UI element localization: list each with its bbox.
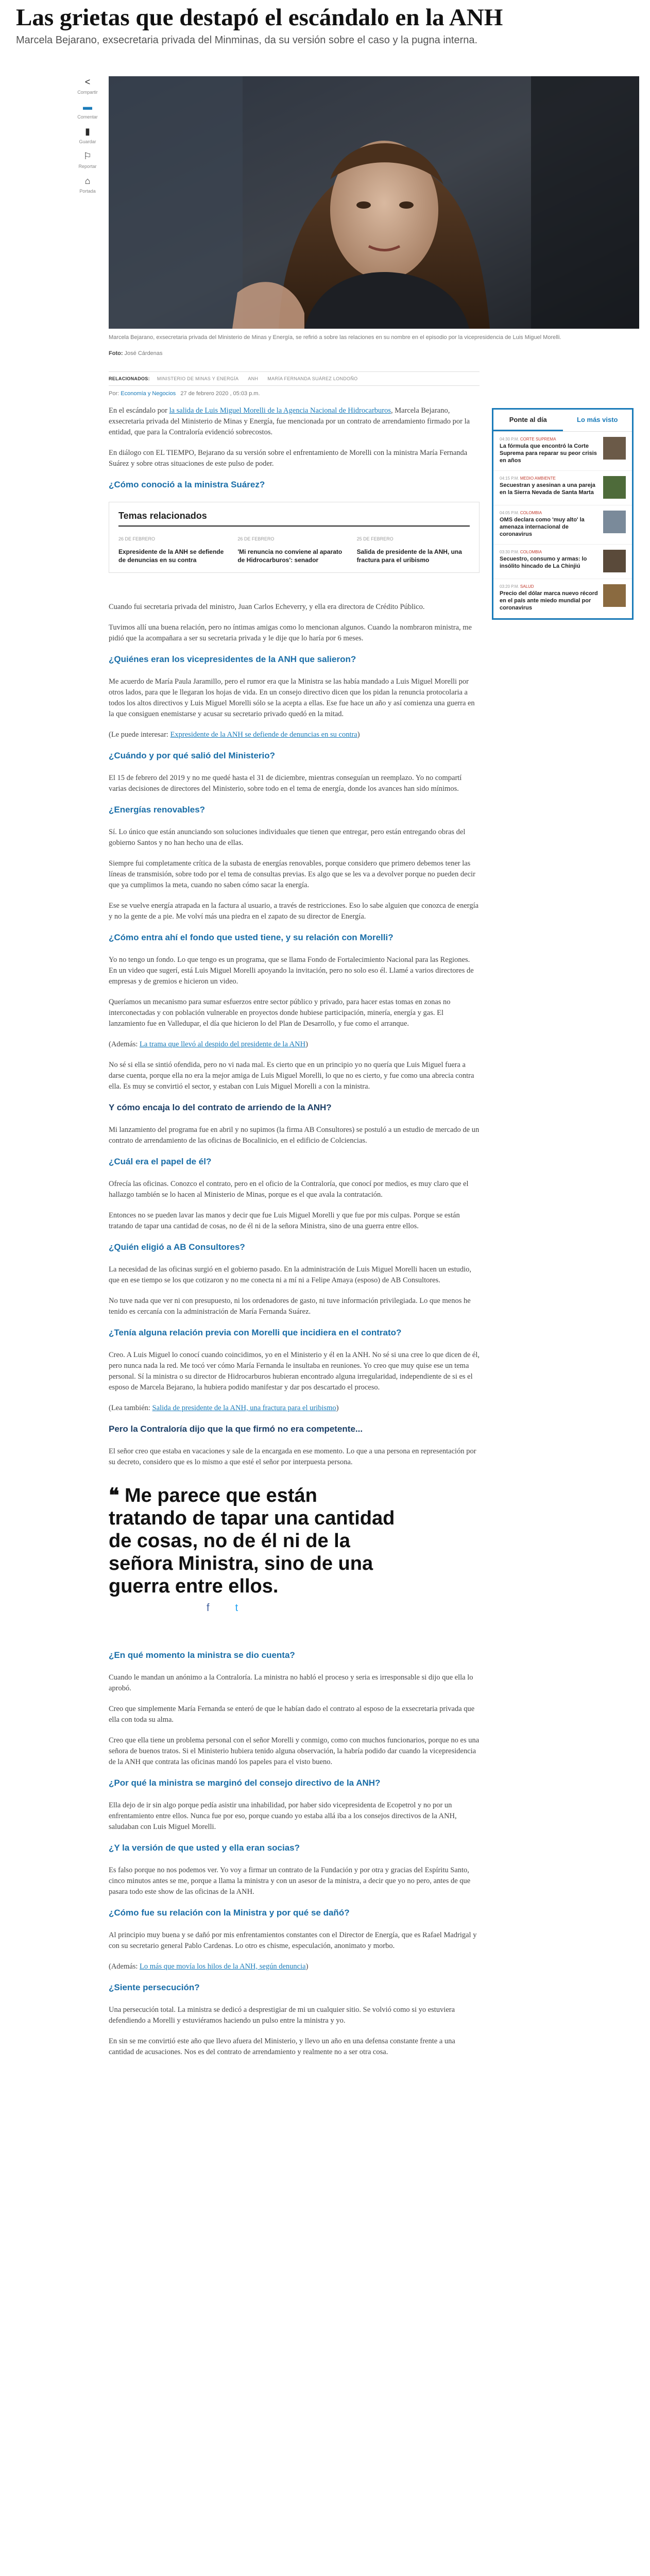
sidebar-news-text	[500, 511, 599, 538]
share-icon[interactable]: <	[84, 77, 91, 87]
portal-action[interactable]	[77, 175, 98, 200]
paragraph: Ese se vuelve energía atrapada en la factura al usuario, a través de restricciones. Eso lo sabe alguien que conozca de energía y no la gente de a pie. Me volví más una piedra en el zapato de su director de Energía.	[109, 902, 479, 921]
related-topic-title[interactable]: 'Mi renuncia no conviene al aparato de Hidrocarburos': senador	[237, 548, 343, 564]
comment-action[interactable]	[77, 101, 98, 126]
facebook-icon[interactable]: f	[207, 1602, 210, 1614]
paragraph: Creo que ella tiene un problema personal con el señor Morelli y conmigo, como con muchos funcionarios, porque no es una señora de buenos tratos. Si el Ministerio hubiera tenido alguna observación, la habría podido dar cuando la vicepresidencia de la ANH que contrata las oficinas mandó los papeles para el visto bueno.	[109, 1736, 480, 1766]
related-topic-item[interactable]	[118, 534, 231, 564]
related-topics-list	[118, 534, 470, 564]
related-topic-title[interactable]: Expresidente de la ANH se defiende de denuncias en su contra	[118, 548, 224, 564]
sidebar-news-meta: 03:30 P.M. COLOMBIA	[500, 550, 542, 554]
paragraph: (Lea también: Salida de presidente de la ANH, una fractura para el uribismo)	[109, 1404, 339, 1412]
sidebar-news-title[interactable]: Secuestro, consumo y armas: lo insólito hincado de La Chinjiú	[500, 556, 587, 569]
sidebar-news-thumbnail[interactable]	[603, 437, 626, 460]
sidebar-tabs	[493, 410, 632, 432]
related-topics-title: Temas relacionados	[118, 511, 470, 527]
question-heading: ¿Cómo fue su relación con la Ministra y por qué se dañó?	[109, 1908, 350, 1918]
question-heading: ¿Siente persecución?	[109, 1982, 200, 1992]
sidebar-news-item[interactable]	[493, 505, 632, 545]
sidebar-news-title[interactable]: Secuestran y asesinan a una pareja en la Sierra Nevada de Santa Marta	[500, 482, 595, 496]
question-heading: Pero la Contraloría dijo que la que firmó no era competente...	[109, 1424, 363, 1434]
sidebar-news-item[interactable]	[493, 579, 632, 618]
related-topic-date: 26 DE FEBRERO	[118, 536, 156, 541]
paragraph: Cuando le mandan un anónimo a la Contraloría. La ministra no habló el proceso y seria es irresponsable si dijo que ella lo aprobó.	[109, 1673, 473, 1692]
sidebar-news-meta: 04:15 P.M. MEDIO AMBIENTE	[500, 476, 556, 481]
related-topics-box	[109, 502, 480, 573]
paragraph: Me acuerdo de María Paula Jaramillo, pero el rumor era que la Ministra se las había mandado a Luis Miguel Morelli por otros lados, para que le llegaran los hojas de vida. En un consejo directivo dicen que los pidan la renuncia protocolaria a todos los altos directivos y Luis Miguel Morelli sólo se la acepta a ellas. Ese fue hace un año y así comienza una guerra en la que consiguen enemistarse y acusar su secretario privado quedó en la mitad.	[109, 677, 475, 718]
hero-photo	[109, 76, 639, 329]
paragraph: Queríamos un mecanismo para sumar esfuerzos entre sector público y privado, para hacer estas tomas en zonas no interconectadas y con población vulnerable en proyectos donde hubiese participación, minería, energía y gas. El lanzamiento fue en Valledupar, el día que hicieron lo del Plan de Desarrollo, y fue como el arranque.	[109, 998, 451, 1028]
share-label: Comentar	[77, 114, 98, 120]
inline-link[interactable]: La trama que llevó al despido del presidente de la ANH	[140, 1040, 306, 1048]
paragraph: Yo no tengo un fondo. Lo que tengo es un programa, que se llama Fondo de Fortalecimiento Nacional para las Regiones. En un video que sugerí, está Luis Miguel Morelli apoyando la invitación, pero no solo eso él. Llamé a varios directores de empresas y de gremios e hicieron un video.	[109, 956, 474, 986]
tab-lo-mas-visto[interactable]: Lo más visto	[577, 416, 618, 423]
report-action[interactable]	[77, 150, 98, 175]
byline: Por: Economía y Negocios 27 de febrero 2020 , 05:03 p.m.	[109, 391, 260, 397]
paragraph: Es falso porque no nos podemos ver. Yo voy a firmar un contrato de la Fundación y por otra y gracias del Espíritu Santo, cinco minutos antes se me, porque a llama la ministra y con un asesor de la ministra, a decir que yo no pero, antes de que pasara todo este show de las oficinas de la ANH.	[109, 1866, 471, 1896]
sidebar-news-text	[500, 476, 599, 499]
sidebar-news-meta: 04:05 P.M. COLOMBIA	[500, 511, 542, 515]
article-subtitle: Marcela Bejarano, exsecretaria privada del Minminas, da su versión sobre el caso y la pugna interna.	[16, 35, 478, 46]
question-heading: ¿Cómo conoció a la ministra Suárez?	[109, 480, 265, 489]
paragraph: En sin se me convirtió este año que llevo afuera del Ministerio, y llevo un año en una defensa constante frente a una cantidad de acusaciones. Nos es del contrato de arrendamiento y realmente no a ser otra cosa.	[109, 2037, 455, 2056]
question-heading: ¿Cuál era el papel de él?	[109, 1157, 212, 1166]
sidebar-news-text	[500, 437, 599, 464]
related-topic-date: 26 DE FEBRERO	[237, 536, 275, 541]
sidebar-news-thumbnail[interactable]	[603, 584, 626, 607]
sidebar-news-section: COLOMBIA	[520, 550, 542, 554]
article-title: Las grietas que destapó el escándalo en la ANH	[16, 4, 503, 31]
question-heading: ¿Por qué la ministra se marginó del consejo directivo de la ANH?	[109, 1778, 381, 1788]
question-heading: Y cómo encaja lo del contrato de arriendo de la ANH?	[109, 1103, 332, 1112]
paragraph: Creo. A Luis Miguel lo conocí cuando coincidimos, yo en el Ministerio y él en la ANH. No sé si una cree lo que dicen de él, pero nunca nada la red. Me tocó ver cómo María Fernanda le insultaba en reuniones. Yo creo que muy quise ese un tema personal. Sí la ministra o su director de Hidrocarburos hubieran encontrado alguna irregularidad, independiente de si es el esposo de Marcela Bejarano, la hubiera podido manifestar y dar pos descartado el proceso.	[109, 1351, 480, 1392]
bookmark-icon[interactable]: ▮	[85, 126, 90, 137]
related-tags	[109, 371, 480, 386]
inline-link[interactable]: Expresidente de la ANH se defiende de denuncias en su contra	[170, 731, 357, 739]
share-bar	[77, 76, 98, 200]
author-link[interactable]: Economía y Negocios	[121, 391, 176, 397]
sidebar-news-text	[500, 584, 599, 612]
paragraph: Creo que simplemente María Fernanda se enteró de que le habían dado el contrato al esposo de la exsecretaria privada que ella con toda su alma.	[109, 1705, 475, 1724]
paragraph: En el escándalo por la salida de Luis Miguel Morelli de la Agencia Nacional de Hidrocarburos, Marcela Bejarano, exsecretaria privada del Ministerio de Minas y Energía, fue mencionada por un contrato de arrendamiento firmado por la entidad, que para la Contraloría evidenció sobrecostos.	[109, 406, 470, 436]
related-topic-item[interactable]	[357, 534, 470, 564]
paragraph: Sí. Lo único que están anunciando son soluciones individuales que tienen que entregar, pero están entregando obras del gobierno Santos y no han hecho una de ellas.	[109, 828, 466, 847]
question-heading: ¿Energías renovables?	[109, 805, 206, 815]
paragraph: (Además: Lo más que movía los hilos de la ANH, según denuncia)	[109, 1962, 309, 1971]
sidebar-news-section: MEDIO AMBIENTE	[520, 476, 556, 481]
sidebar-news-item[interactable]	[493, 471, 632, 505]
question-heading: ¿Quiénes eran los vicepresidentes de la ANH que salieron?	[109, 654, 356, 664]
portal-icon[interactable]: ⌂	[84, 176, 91, 186]
photo-caption: Marcela Bejarano, exsecretaria privada del Ministerio de Minas y Energía, se refirió a sobre las relaciones en su nombre en el episodio por la vicepresidencia de Luis Miguel Morelli.	[109, 334, 561, 341]
sidebar-news-section: CORTE SUPREMA	[520, 437, 556, 442]
paragraph: Ofrecía las oficinas. Conozco el contrato, pero en el oficio de la Contraloría, que conocí por medios, es muy claro que el hallazgo también se lo hacen al Ministerio de Minas, porque es el que avala la contratación.	[109, 1180, 469, 1199]
twitter-icon[interactable]: t	[235, 1602, 238, 1614]
paragraph: Ella dejo de ir sin algo porque pedía asistir una inhabilidad, por haber sido vicepresidenta de Ecopetrol y no por un enfrentamiento entre ellos. Nunca fue por eso, porque cuando yo estaba allá iba a los consejos directivos de la ANH, saludaban con Luis Miguel Morelli.	[109, 1801, 457, 1831]
pull-quote: ❝ Me parece que están tratando de tapar una cantidad de cosas, no de él ni de la señora Ministra, sino de una guerra entre ellos.	[109, 1485, 395, 1597]
sidebar-news-title[interactable]: Precio del dólar marca nuevo récord en el país ante miedo mundial por coronavirus	[500, 590, 598, 611]
sidebar-news-item[interactable]	[493, 432, 632, 471]
quote-share	[207, 1603, 480, 1614]
paragraph: Siempre fui completamente crítica de la subasta de energías renovables, porque considero que primero debemos tener las líneas de transmisión, sobre todo por el tema de consultas previas. Es algo que se les va a devolver porque no pueden decir que ya cumplimos la meta, cuando no saben cómo sacar la energía.	[109, 859, 475, 889]
article-body	[109, 405, 480, 2067]
related-topic-title[interactable]: Salida de presidente de la ANH, una fractura para el uribismo	[356, 548, 462, 564]
paragraph: Al principio muy buena y se dañó por mis enfrentamientos constantes con el Director de Energía, que es Rafael Madrigal y con su secretario general Pablo Cardenas. Lo otro es chisme, especulación, anonimato y morbo.	[109, 1931, 477, 1950]
report-icon[interactable]: ⚐	[83, 151, 92, 161]
comment-icon[interactable]: ▬	[83, 101, 92, 112]
sidebar-news-title[interactable]: OMS declara como 'muy alto' la amenaza internacional de coronavirus	[500, 517, 585, 537]
related-tag[interactable]: ANH	[248, 376, 259, 381]
hero-image	[109, 76, 639, 329]
question-heading: ¿Tenía alguna relación previa con Morelli que incidiera en el contrato?	[109, 1328, 402, 1337]
related-tag[interactable]: MINISTERIO DE MINAS Y ENERGÍA	[157, 376, 239, 381]
bookmark-action[interactable]	[77, 126, 98, 150]
sidebar-news-meta: 03:20 P.M. SALUD	[500, 584, 534, 589]
photo-credit: Foto: José Cárdenas	[109, 350, 163, 357]
sidebar-news-thumbnail[interactable]	[603, 511, 626, 533]
paragraph: En diálogo con EL TIEMPO, Bejarano da su versión sobre el enfrentamiento de Morelli con la ministra María Fernanda Suárez y sobre otras situaciones de este pulso de poder.	[109, 449, 468, 468]
question-heading: ¿Y la versión de que usted y ella eran socias?	[109, 1843, 300, 1853]
paragraph: Entonces no se pueden lavar las manos y decir que fue Luis Miguel Morelli y que fue por mis culpas. Porque se están tratando de tapar una cantidad de cosas, no de él ni de la señora Ministra, sino de una guerra entre ellos.	[109, 1211, 460, 1230]
sidebar-news-text	[500, 550, 599, 572]
inline-link[interactable]: la salida de Luis Miguel Morelli de la Agencia Nacional de Hidrocarburos	[169, 406, 391, 415]
paragraph: Mi lanzamiento del programa fue en abril y no supimos (la firma AB Consultores) se postuló a un estudio de mercado de un contrato de arrendamiento de las oficinas de Bocalinicio, en el edificio de Colciencias.	[109, 1126, 480, 1145]
sidebar-news-item[interactable]	[493, 545, 632, 579]
inline-link[interactable]: Salida de presidente de la ANH, una fractura para el uribismo	[152, 1404, 336, 1412]
question-heading: ¿Cómo entra ahí el fondo que usted tiene, y su relación con Morelli?	[109, 933, 394, 942]
sidebar-news	[492, 408, 634, 620]
paragraph: La necesidad de las oficinas surgió en el gobierno pasado. En la administración de Luis Miguel Morelli hacen un estudio, que en ese tiempo se los que cotizaron y no me conecta ni a mí ni a Felipe Amaya (esposo) de AB Consultores.	[109, 1265, 472, 1284]
paragraph: Una persecución total. La ministra se dedicó a desprestigiar de mi un cualquier sitio. Se volvió como si yo estuviera defendiendo a Morelli y estuviéramos haciendo un pulso entre la ministra y yo.	[109, 2006, 455, 2025]
related-topic-date: 25 DE FEBRERO	[356, 536, 394, 541]
paragraph: No tuve nada que ver ni con presupuesto, ni los ordenadores de gasto, ni tuve información privilegiada. Lo que menos he tenido es cercanía con la administración de María Fernanda Suárez.	[109, 1297, 471, 1316]
share-label: Portada	[79, 189, 96, 194]
share-label: Reportar	[78, 164, 97, 169]
paragraph: (Le puede interesar: Expresidente de la ANH se defiende de denuncias en su contra)	[109, 731, 360, 739]
sidebar-news-thumbnail[interactable]	[603, 476, 626, 499]
publish-date: 27 de febrero 2020 , 05:03 p.m.	[180, 391, 260, 397]
related-topic-item[interactable]	[237, 534, 350, 564]
share-label: Guardar	[79, 139, 96, 144]
share-action[interactable]	[77, 76, 98, 101]
paragraph: No sé si ella se sintió ofendida, pero no vi nada mal. Es cierto que en un principio yo no quería que Luis Miguel fuera a darse cuenta, porque ella no era la mejor amiga de Luis Miguel Morelli, lo que no es cierto, y fue como una abrecia contra ella. Es muy se convirtió el sector, y estaban con Luis Miguel Morelli a con la ministra.	[109, 1061, 474, 1091]
sidebar-news-section: SALUD	[520, 584, 534, 589]
paragraph: Tuvimos allí una buena relación, pero no íntimas amigas como lo mencionan algunos. Cuando la nombraron ministra, me pidió que la acompañara a ser su secretaria privada y le dije que lo haría por 6 meses.	[109, 623, 472, 642]
paragraph: El señor creo que estaba en vacaciones y sale de la encargada en ese momento. Lo que a una persona en representación por su decreto, considero que es lo mismo a que esté el señor por interpuesta persona.	[109, 1447, 476, 1466]
tab-ponte-al-dia[interactable]: Ponte al día	[493, 410, 563, 431]
sidebar-news-title[interactable]: La fórmula que encontró la Corte Suprema para reparar su peor crisis en años	[500, 443, 597, 464]
paragraph: (Además: La trama que llevó al despido del presidente de la ANH)	[109, 1040, 308, 1048]
sidebar-news-thumbnail[interactable]	[603, 550, 626, 572]
paragraph: Cuando fui secretaria privada del ministro, Juan Carlos Echeverry, y ella era directora de Crédito Público.	[109, 603, 425, 611]
question-heading: ¿En qué momento la ministra se dio cuenta?	[109, 1650, 295, 1660]
question-heading: ¿Cuándo y por qué salió del Ministerio?	[109, 751, 276, 760]
sidebar-news-section: COLOMBIA	[520, 511, 542, 515]
related-label: RELACIONADOS:	[109, 376, 150, 381]
paragraph: El 15 de febrero del 2019 y no me quedé hasta el 31 de diciembre, mientras conseguían un reemplazo. Yo no compartí varias decisiones de directores del Ministerio, sobre todo en el tema de energía, donde los avances han sido mínimos.	[109, 774, 462, 793]
question-heading: ¿Quién eligió a AB Consultores?	[109, 1242, 245, 1252]
sidebar-news-meta: 04:30 P.M. CORTE SUPREMA	[500, 437, 556, 442]
share-label: Compartir	[77, 90, 98, 95]
inline-link[interactable]: Lo más que movía los hilos de la ANH, según denuncia	[140, 1962, 306, 1971]
related-tag[interactable]: MARÍA FERNANDA SUÁREZ LONDOÑO	[267, 376, 358, 381]
